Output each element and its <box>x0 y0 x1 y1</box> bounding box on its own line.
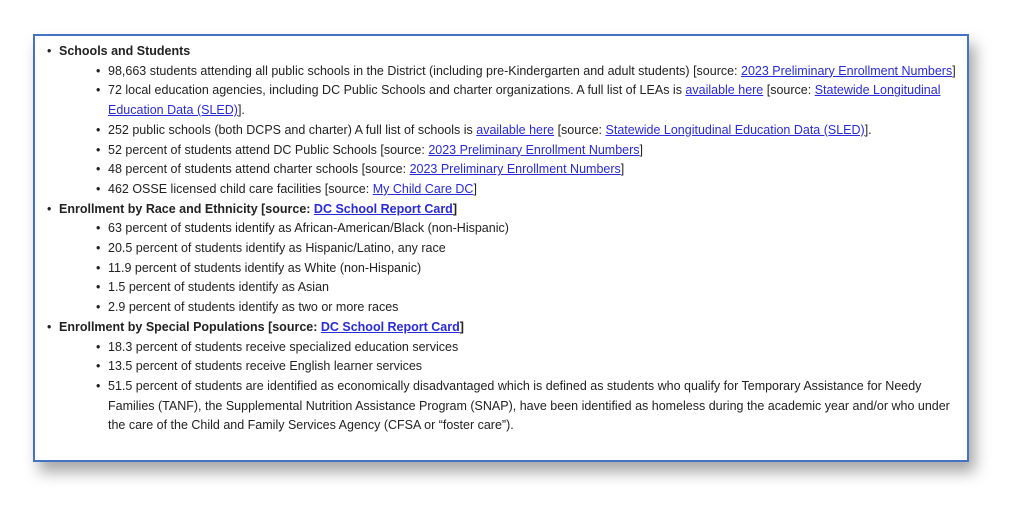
item-text: 52 percent of students attend DC Public Schools [source: <box>108 142 429 157</box>
report-card-link[interactable]: DC School Report Card <box>313 201 453 216</box>
list-item: • 2.9 percent of students identify as two or more races <box>96 298 961 318</box>
list-item <box>96 180 961 200</box>
content-body <box>47 42 961 436</box>
list-item <box>96 160 961 180</box>
enrollment-numbers-link[interactable]: 2023 Preliminary Enrollment Numbers <box>741 63 953 78</box>
sled-link[interactable]: Statewide Longitudinal Education Data (SLED) <box>605 122 865 137</box>
sled-link[interactable]: Statewide Longitudinal Education Data (SLED) <box>108 83 941 118</box>
list-item <box>96 62 961 82</box>
list-item: • 18.3 percent of students receive specialized education services <box>96 338 961 358</box>
schools-list-link[interactable]: available here <box>476 122 555 137</box>
section-title-end: ] <box>452 201 457 216</box>
item-text: 252 public schools (both DCPS and charter) A full list of schools is <box>108 122 477 137</box>
item-text-end: ] <box>639 142 644 157</box>
my-child-care-dc-link[interactable]: My Child Care DC <box>372 181 474 196</box>
list-item: • 13.5 percent of students receive English learner services <box>96 357 961 377</box>
list-item <box>96 141 961 161</box>
section-schools-and-students <box>47 42 961 200</box>
section-items <box>59 62 961 200</box>
section-items <box>59 219 961 318</box>
item-text: 462 OSSE licensed child care facilities [source: <box>108 181 373 196</box>
enrollment-numbers-link[interactable]: 2023 Preliminary Enrollment Numbers <box>428 142 640 157</box>
list-item: • 20.5 percent of students identify as Hispanic/Latino, any race <box>96 239 961 259</box>
lea-list-link[interactable]: available here <box>685 83 764 98</box>
section-title-text: Enrollment by Special Populations [source: <box>59 319 321 334</box>
item-text-mid: [source: <box>554 122 606 137</box>
enrollment-numbers-link[interactable]: 2023 Preliminary Enrollment Numbers <box>409 162 621 177</box>
section-items <box>59 338 961 437</box>
section-title <box>59 202 457 216</box>
item-text-mid: [source: <box>763 83 815 98</box>
item-text: 98,663 students attending all public schools in the District (including pre-Kindergarten and adult students) [source: <box>108 63 742 78</box>
item-text-end: ] <box>620 162 625 177</box>
section-title <box>59 320 464 334</box>
section-title-text: Enrollment by Race and Ethnicity [source: <box>59 201 314 216</box>
item-text-end: ] <box>952 63 956 78</box>
list-item <box>96 81 961 120</box>
report-card-link[interactable]: DC School Report Card <box>320 319 460 334</box>
item-text: 48 percent of students attend charter schools [source: <box>108 162 410 177</box>
section-list <box>47 42 961 436</box>
item-text-end: ] <box>473 181 477 196</box>
list-item <box>96 121 961 141</box>
item-text-end: ]. <box>237 103 245 118</box>
item-text: 72 local education agencies, including DC Public Schools and charter organizations. A full list of LEAs is <box>108 83 686 98</box>
section-title: Schools and Students <box>59 44 191 58</box>
section-race-ethnicity <box>47 200 961 318</box>
section-special-populations <box>47 318 961 436</box>
item-text-end: ]. <box>864 122 872 137</box>
list-item: • 63 percent of students identify as African-American/Black (non-Hispanic) <box>96 219 961 239</box>
list-item: • 51.5 percent of students are identified as economically disadvantaged which is defined as students who qualify for Temporary Assistance for Needy Families (TANF), the Supplemental Nutrition Assistance Program (SNAP), have been identified as homeless during the academic year and/or who under the care of the Child and Family Services Agency (CFSA or “foster care”). <box>96 377 961 436</box>
list-item: • 11.9 percent of students identify as White (non-Hispanic) <box>96 259 961 279</box>
section-title-end: ] <box>459 319 464 334</box>
content-frame <box>33 34 969 462</box>
list-item: • 1.5 percent of students identify as Asian <box>96 278 961 298</box>
